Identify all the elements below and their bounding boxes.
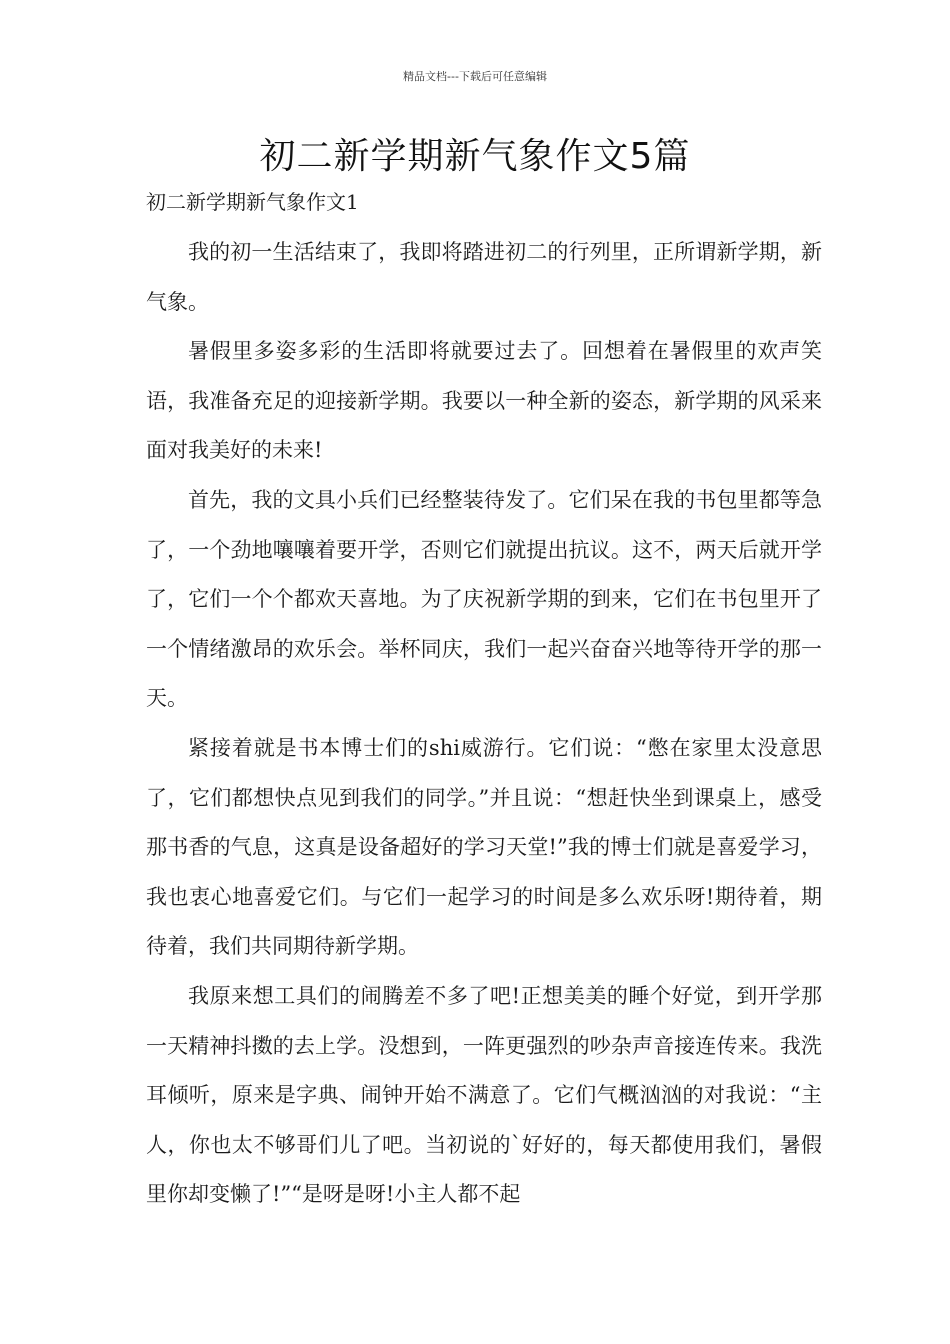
paragraph: 我的初一生活结束了，我即将踏进初二的行列里，正所谓新学期，新气象。 — [146, 240, 822, 314]
paragraph: 我原来想工具们的闹腾差不多了吧!正想美美的睡个好觉，到开学那一天精神抖擞的去上学。没想到，一阵更强烈的吵杂声音接连传来。我洗耳倾听，原来是字典、闹钟开始不满意了。它们气概汹汹的对我说：“主人，你也太不够哥们儿了吧。当初说的`好好的，每天都使用我们，暑假里你却变懒了!”“是呀是呀!小主人都不起 — [146, 983, 822, 1207]
essay-body — [146, 228, 822, 1220]
paragraph: 暑假里多姿多彩的生活即将就要过去了。回想着在暑假里的欢声笑语，我准备充足的迎接新学期。我要以一种全新的姿态，新学期的风采来面对我美好的未来! — [146, 339, 822, 463]
essay-subtitle: 初二新学期新气象作文1 — [146, 190, 359, 214]
paragraph: 紧接着就是书本博士们的shi威游行。它们说：“憋在家里太没意思了，它们都想快点见到我们的同学。”并且说：“想赶快坐到课桌上，感受那书香的气息，这真是设备超好的学习天堂!”我的博士们就是喜爱学习，我也衷心地喜爱它们。与它们一起学习的时间是多么欢乐呀!期待着，期待着，我们共同期待新学期。 — [146, 735, 822, 959]
document-title: 初二新学期新气象作文5篇 — [259, 136, 691, 177]
header-note: 精品文档---下载后可任意编辑 — [403, 70, 547, 83]
paragraph: 首先，我的文具小兵们已经整装待发了。它们呆在我的书包里都等急了，一个劲地嚷嚷着要开学，否则它们就提出抗议。这不，两天后就开学了，它们一个个都欢天喜地。为了庆祝新学期的到来，它们在书包里开了一个情绪激昂的欢乐会。举杯同庆，我们一起兴奋奋兴地等待开学的那一天。 — [146, 487, 822, 711]
